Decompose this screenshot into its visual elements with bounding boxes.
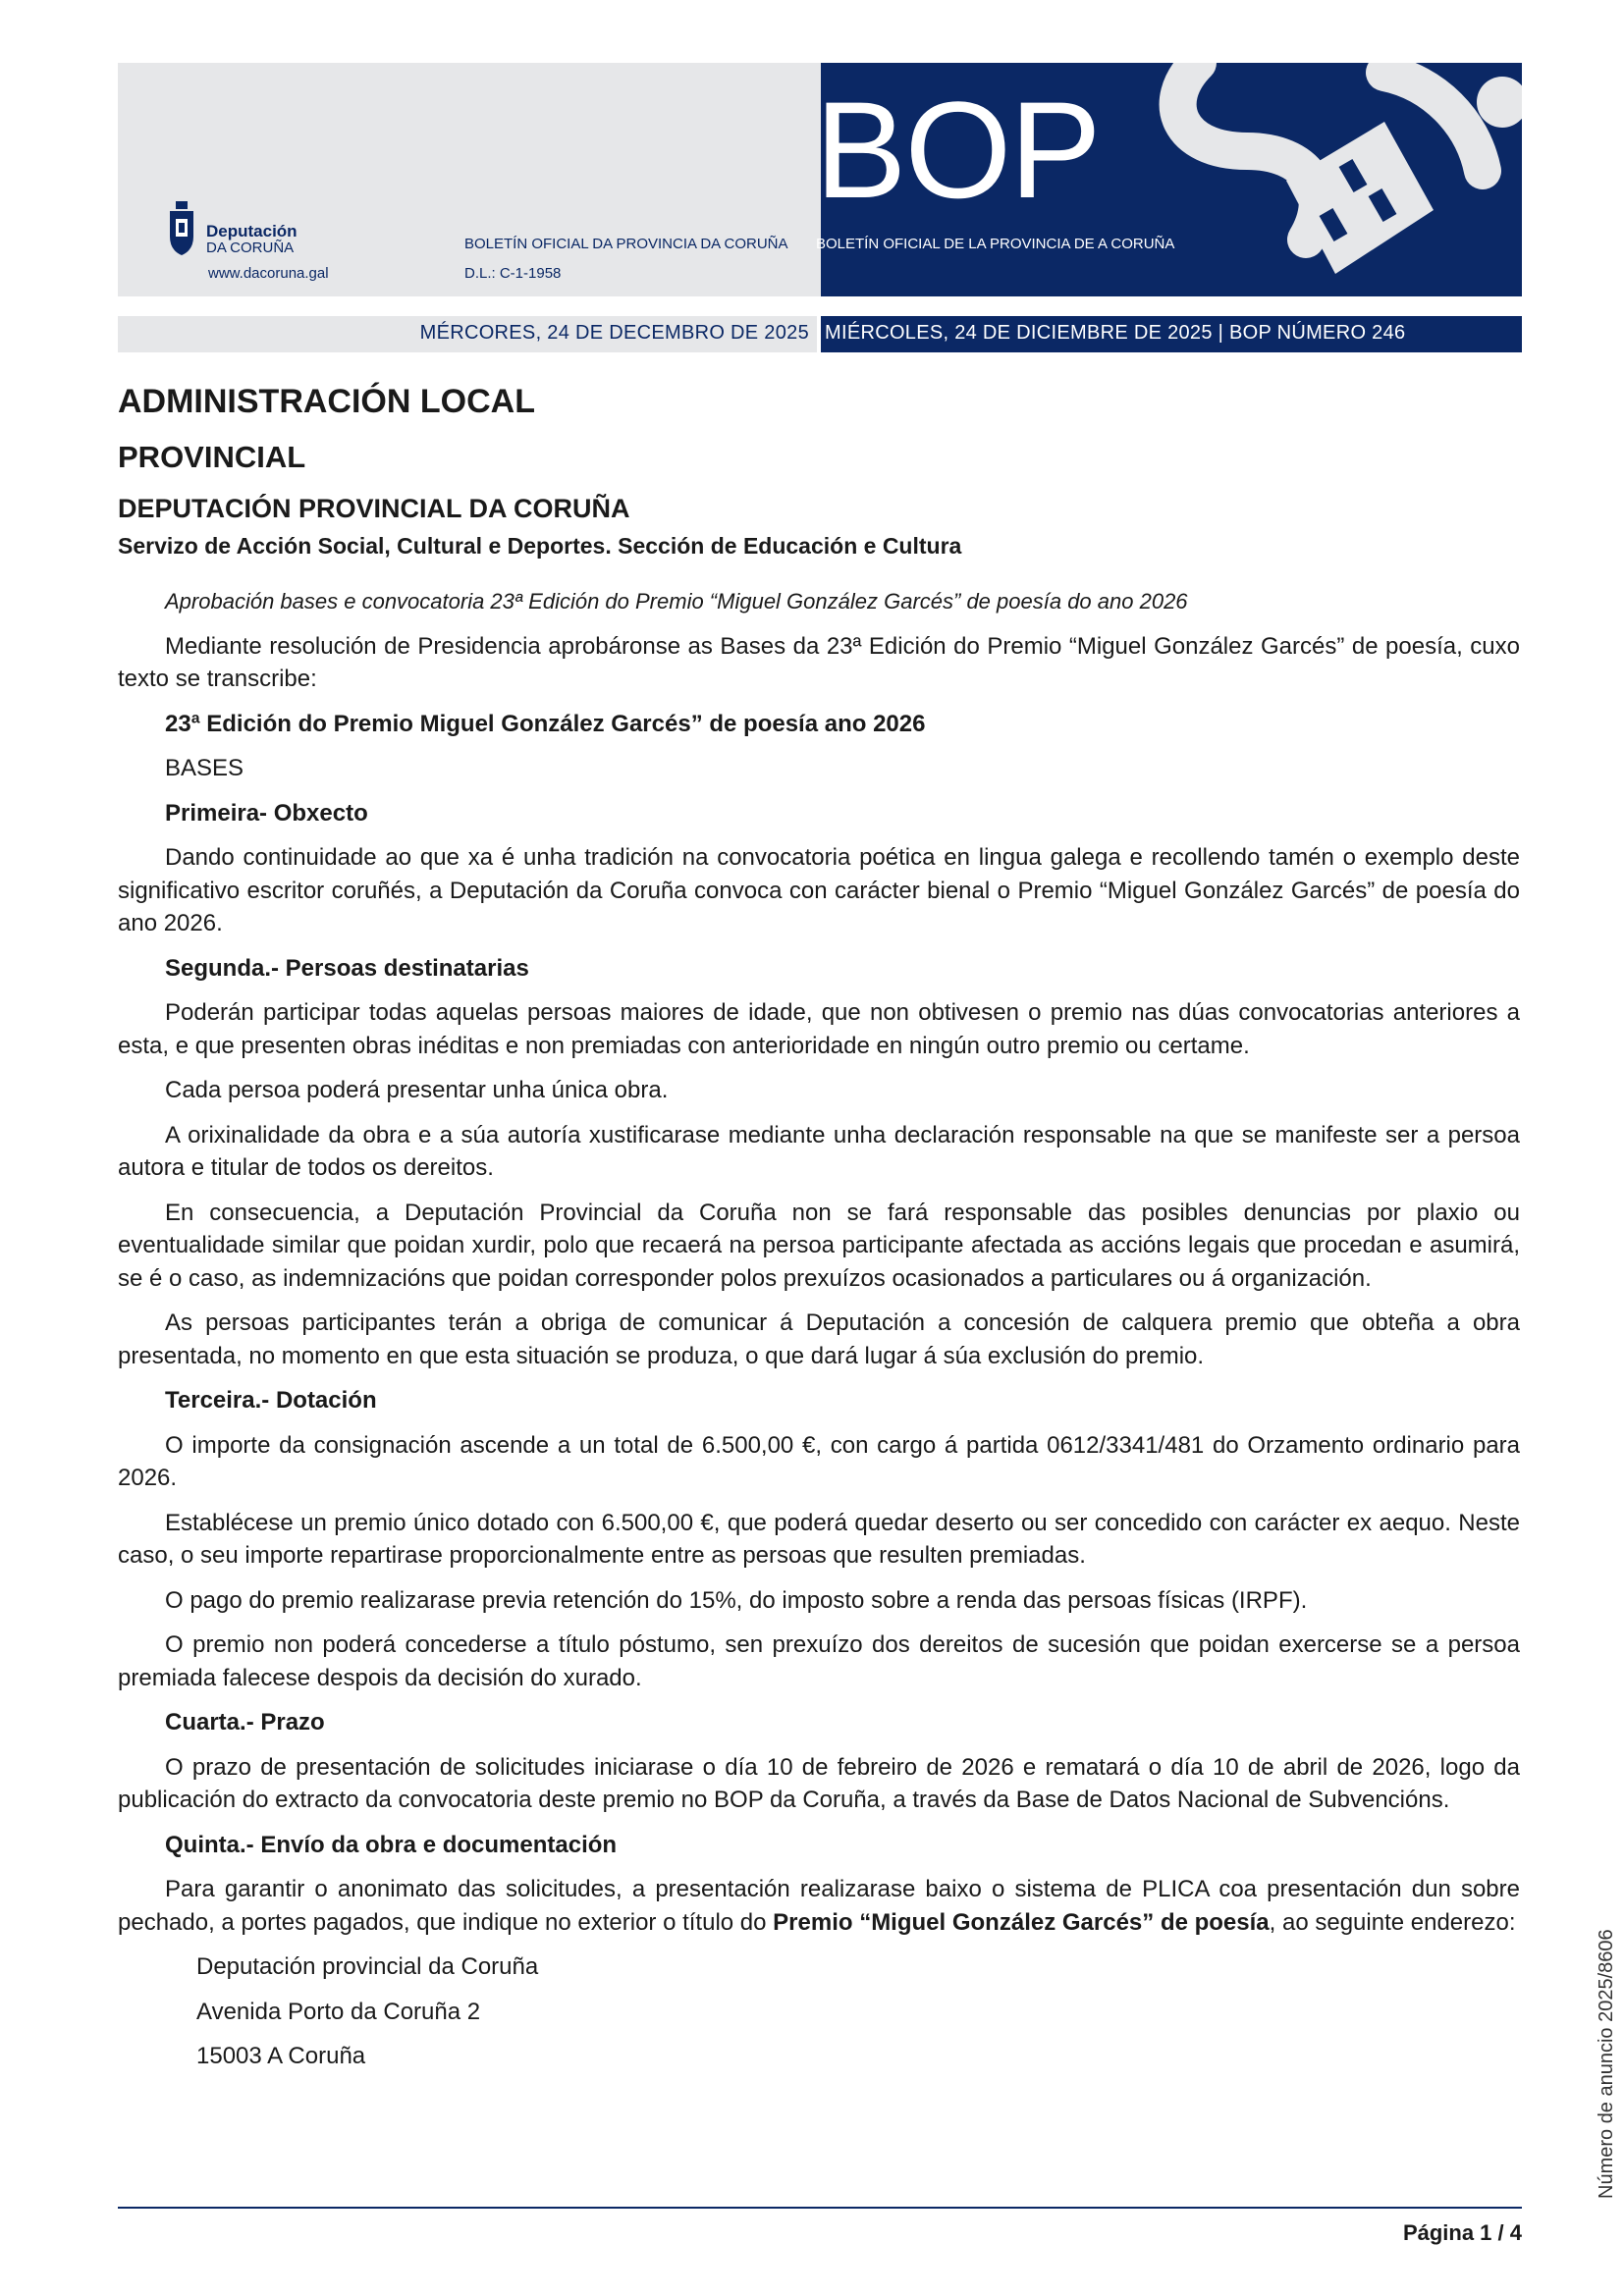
paragraph: O pago do premio realizarase previa retención do 15%, do imposto sobre a renda das persoas físicas (IRPF).: [165, 1586, 1308, 1614]
announcement-subject: Aprobación bases e convocatoria 23ª Edición do Premio “Miguel González Garcés” de poesía do ano 2026: [165, 589, 1188, 614]
bop-title: BOP: [815, 73, 1100, 227]
paragraph: Dando continuidade ao que xa é unha tradición na convocatoria poética en lingua galega e recollendo tamén o exemplo deste significativo escritor coruñés, a Deputación da Coruña convoca con carácter bienal o Premio “Miguel González Garcés” de poesía do ano 2026.: [118, 844, 1520, 936]
address-line: 15003 A Coruña: [196, 2043, 366, 2069]
announcement-number: Número de anuncio 2025/8606: [1596, 1929, 1617, 2199]
paragraph: O importe da consignación ascende a un total de 6.500,00 €, con cargo á partida 0612/3341/481 do Orzamento ordinario para 2026.: [118, 1431, 1520, 1491]
paragraph: En consecuencia, a Deputación Provincial da Coruña non se fará responsable das posibles denuncias por plaxio ou eventualidade similar que poidan xurdir, polo que recaerá na persoa participante afectada as accións legais que procedan e asumirá, se é o caso, as indemnizacións que poidan corresponder polos prexuízos ocasionados a particulares ou á organización.: [118, 1199, 1520, 1292]
section-title-segunda: Segunda.- Persoas destinatarias: [165, 954, 529, 982]
date-galician: MÉRCORES, 24 DE DECEMBRO DE 2025: [419, 322, 809, 344]
subsection-heading: PROVINCIAL: [118, 440, 306, 474]
department-heading: Servizo de Acción Social, Cultural e Deportes. Sección de Educación e Cultura: [118, 533, 962, 559]
section-title-primeira: Primeira- Obxecto: [165, 799, 368, 827]
deputacion-crest-icon: [167, 201, 196, 256]
paragraph: Cada persoa poderá presentar unha única obra.: [165, 1077, 669, 1103]
logo-name: Deputación: [206, 222, 298, 240]
header-left-panel: [118, 63, 821, 296]
section-title-terceira: Terceira.- Dotación: [165, 1387, 377, 1414]
boletin-title-galician: BOLETÍN OFICIAL DA PROVINCIA DA CORUÑA: [464, 236, 788, 252]
section-title-cuarta: Cuarta.- Prazo: [165, 1709, 325, 1735]
paragraph: Poderán participar todas aquelas persoas maiores de idade, que non obtivesen o premio nas dúas convocatorias anteriores a esta, e que presenten obras inéditas e non premiadas con anterioridade en ningún outro premio ou certame.: [118, 999, 1520, 1059]
boletin-title-spanish: BOLETÍN OFICIAL DE LA PROVINCIA DE A CORUÑA: [816, 236, 1175, 252]
crest-watermark-icon: [1139, 63, 1522, 296]
date-spanish-issue: MIÉRCOLES, 24 DE DICIEMBRE DE 2025 | BOP NÚMERO 246: [825, 322, 1406, 344]
edition-title: 23ª Edición do Premio Miguel González Garcés” de poesía ano 2026: [165, 710, 926, 737]
footer-divider: [118, 2207, 1522, 2209]
text-span: , ao seguinte enderezo:: [1269, 1908, 1516, 1936]
document-body: [118, 585, 1520, 2085]
intro-paragraph: Mediante resolución de Presidencia aprobáronse as Bases da 23ª Edición do Premio “Miguel González Garcés” de poesía, cuxo texto se transcribe:: [118, 632, 1520, 692]
paragraph: O prazo de presentación de solicitudes iniciarase o día 10 de febreiro de 2026 e rematará o día 10 de abril de 2026, logo da publicación do extracto da convocatoria deste premio no BOP da Coruña, a través da Base de Datos Nacional de Subvencións.: [118, 1753, 1520, 1813]
paragraph: Establécese un premio único dotado con 6.500,00 €, que poderá quedar deserto ou ser concedido con carácter ex aequo. Neste caso, o seu importe repartirase proporcionalmente entre as persoas que resulten premiadas.: [118, 1509, 1520, 1569]
bases-label: BASES: [165, 755, 244, 781]
section-heading: ADMINISTRACIÓN LOCAL: [118, 383, 535, 420]
address-line: Avenida Porto da Coruña 2: [196, 1998, 481, 2025]
prize-name-bold: Premio “Miguel González Garcés” de poesía: [773, 1908, 1270, 1936]
address-line: Deputación provincial da Coruña: [196, 1953, 539, 1980]
paragraph: As persoas participantes terán a obriga de comunicar á Deputación a concesión de calquera premio que obteña a obra presentada, no momento en que esta situación se produza, o que dará lugar á súa exclusión do premio.: [118, 1309, 1520, 1369]
paragraph: [118, 1873, 1520, 1939]
logo-subtitle: DA CORUÑA: [206, 240, 295, 256]
organization-heading: DEPUTACIÓN PROVINCIAL DA CORUÑA: [118, 494, 630, 523]
legal-deposit: D.L.: C-1-1958: [464, 265, 562, 282]
paragraph: A orixinalidade da obra e a súa autoría xustificarase mediante unha declaración responsable na que se manifeste ser a persoa autora e titular de todos os dereitos.: [118, 1121, 1520, 1181]
section-title-quinta: Quinta.- Envío da obra e documentación: [165, 1831, 618, 1858]
text-span: Para garantir o anonimato das solicitudes, a presentación realizarase baixo o sistema de PLICA coa presentación dun sobre pechado, a portes pagados, que indique no exterior o título do: [118, 1876, 1520, 1936]
logo-url-link[interactable]: www.dacoruna.gal: [208, 265, 329, 282]
page-number: Página 1 / 4: [1402, 2220, 1522, 2245]
paragraph: O premio non poderá concederse a título póstumo, sen prexuízo dos dereitos de sucesión que poidan exercerse se a persoa premiada falecese despois da decisión do xurado.: [118, 1631, 1520, 1691]
